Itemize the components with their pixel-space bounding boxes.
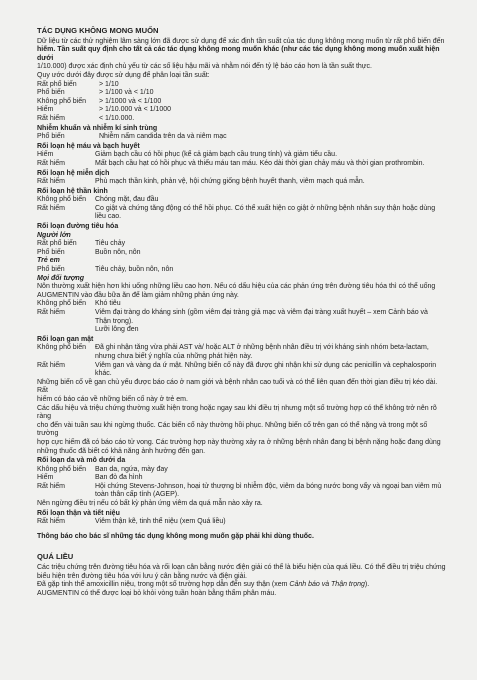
effect-frequency: Phổ biến — [37, 133, 65, 141]
body-line: biểu hiện trên đường tiêu hóa với lưu ý cân bằng nước và điện giải. — [37, 572, 247, 580]
body-line: hiếm có báo cáo về những biến cố này ở trẻ em. — [37, 395, 188, 403]
effect-row — [37, 266, 447, 275]
effect-description: Ban đỏ đa hình — [95, 474, 143, 482]
section-heading: Rối loạn hệ máu và bạch huyết — [37, 142, 140, 150]
effect-description: Khó tiêu — [95, 300, 121, 308]
freq-label: Phổ biến — [37, 89, 65, 97]
body-line: hợp cực hiếm đã có báo cáo tử vong. Các trường hợp này thường xảy ra ở những bệnh nhân đang bị bệnh nặng hoặc đang dùng — [37, 438, 441, 446]
body-line: Những biến cố về gan chủ yếu được báo cáo ở nam giới và bệnh nhân cao tuổi và có thể liên quan đến thời gian điều trị kéo dài. Rất — [37, 378, 438, 395]
effect-description: Ban da, ngứa, mày đay — [95, 465, 168, 473]
body-line: Các triệu chứng trên đường tiêu hóa và rối loạn cân bằng nước điện giải có thể là biểu hiện của quá liều. Có thể điều trị triệu chứng — [37, 564, 446, 572]
effect-description: Phù mạch thần kinh, phản vệ, hội chứng giống bệnh huyết thanh, viêm mạch quá mẫn. — [95, 178, 365, 186]
effect-row-continued — [37, 213, 447, 222]
body-line: những thuốc đã biết có khả năng ảnh hưởng đến gan. — [37, 447, 206, 455]
freq-label: Không phổ biến — [37, 97, 87, 105]
section-heading: Rối loạn hệ thần kinh — [37, 187, 108, 195]
effect-row-continued — [37, 491, 447, 500]
effect-description: Viêm đại tràng do kháng sinh (gồm viêm đại tràng giả mạc và viêm đại tràng xuất huyết – xem Cảnh báo và — [95, 309, 428, 316]
effect-frequency: Hiếm — [37, 474, 54, 482]
freq-row — [37, 81, 447, 90]
subgroup-heading: Người lớn — [37, 231, 71, 239]
section-heading: Rối loạn hệ miễn dịch — [37, 169, 110, 177]
freq-row — [37, 98, 447, 107]
intro-line: Quy ước dưới đây được sử dụng để phân loại tần suất: — [37, 71, 210, 79]
effect-row-continued — [37, 370, 447, 379]
subgroup-heading: Mọi đối tượng — [37, 274, 85, 282]
effect-row — [37, 133, 447, 142]
intro-line: Dữ liệu từ các thử nghiệm lâm sàng lớn đã được sử dụng để xác định tần suất của tác dụng không mong muốn từ rất phổ biến đến — [37, 37, 445, 45]
freq-value: > 1/10.000 và < 1/1000 — [99, 106, 172, 114]
effect-row — [37, 344, 447, 353]
effect-row-continued — [37, 318, 447, 327]
subgroup-heading: Trẻ em — [37, 257, 60, 265]
effect-description: Tiêu chảy, buồn nôn, nôn — [95, 266, 174, 274]
freq-row — [37, 89, 447, 98]
effect-frequency: Không phổ biến — [37, 196, 87, 204]
freq-label: Rất phổ biến — [37, 80, 77, 88]
effect-row — [37, 240, 447, 249]
body-text: ). — [364, 581, 370, 589]
effect-description: Giảm bạch cầu có hồi phục (kể cả giảm bạch cầu trung tính) và giảm tiểu cầu. — [95, 151, 338, 159]
effect-frequency: Không phổ biến — [37, 344, 87, 352]
section-heading: Rối loạn da và mô dưới da — [37, 457, 126, 465]
effect-description: Viêm gan và vàng da ứ mật. Những biến cố này đã được ghi nhận khi sử dụng các penicillin và cephalosporin — [95, 361, 437, 369]
effect-description: khác. — [95, 370, 112, 378]
section-heading: Nhiễm khuẩn và nhiễm kí sinh trùng — [37, 124, 158, 132]
effect-description: Đã ghi nhận tăng vừa phải AST và/ hoặc ALT ở những bệnh nhân điều trị với kháng sinh nhóm beta-lactam, — [95, 344, 429, 352]
effect-frequency: Rất hiếm — [37, 361, 66, 369]
section-heading: Rối loạn đường tiêu hóa — [37, 223, 119, 231]
notice-text: Thông báo cho bác sĩ những tác dụng không mong muốn gặp phải khi dùng thuốc. — [37, 532, 314, 540]
effect-description: Nhiễm nấm candida trên da và niêm mạc — [99, 133, 227, 141]
effect-frequency: Rất hiếm — [37, 482, 66, 490]
effect-frequency: Rất hiếm — [37, 178, 66, 186]
effect-description: toàn thân cấp tính (AGEP). — [95, 491, 180, 499]
effect-frequency: Phổ biến — [37, 266, 65, 274]
body-line: AUGMENTIN vào đầu bữa ăn để làm giảm những phản ứng này. — [37, 291, 239, 299]
effect-description: Viêm thận kẽ, tinh thể niệu (xem Quá liều) — [95, 518, 226, 526]
effect-description: Chóng mặt, đau đầu — [95, 196, 159, 204]
effect-description: Tiêu chảy — [95, 240, 126, 248]
effect-frequency: Rất phổ biến — [37, 240, 77, 248]
effect-frequency: Không phổ biến — [37, 465, 87, 473]
intro-line: 1/10.000) được xác định chủ yếu từ các số liệu hậu mãi và nhằm nói đến tỷ lệ báo cáo hơn là tần suất thực. — [37, 63, 372, 71]
section-heading: Rối loạn gan mật — [37, 335, 94, 343]
effect-frequency: Rất hiếm — [37, 309, 66, 316]
freq-value: > 1/10 — [99, 80, 119, 88]
effect-description: Buồn nôn, nôn — [95, 248, 141, 256]
effect-row — [37, 300, 447, 309]
freq-row — [37, 115, 447, 124]
effect-row — [37, 151, 447, 160]
section-title-adverse-effects: TÁC DỤNG KHÔNG MONG MUỐN — [37, 26, 159, 35]
cross-reference: Cảnh báo và Thận trọng — [289, 581, 365, 589]
freq-value: > 1/100 và < 1/10 — [99, 89, 154, 97]
effect-row — [37, 362, 447, 371]
effect-row-continued — [37, 353, 447, 362]
body-line: Nôn thường xuất hiện hơn khi uống những liều cao hơn. Nếu có dấu hiệu của các phản ứng trên đường tiêu hóa thì có thể uống — [37, 283, 436, 291]
effect-row — [37, 196, 447, 205]
body-text: Đã gặp tinh thể amoxicillin niệu, trong một số trường hợp dẫn đến suy thận (xem — [37, 581, 290, 589]
effect-description: Mất bạch cầu hạt có hồi phục và thiếu máu tan máu. Kéo dài thời gian chảy máu và thời gian prothrombin. — [95, 159, 425, 167]
effect-description: liều cao. — [95, 213, 122, 221]
effect-row — [37, 518, 447, 527]
effect-description: Co giật và chứng tăng động có thể hồi phục. Có thể xuất hiện co giật ở những bệnh nhân suy thận hoặc dùng — [95, 204, 436, 212]
intro-line: hiếm. Tần suất quy định cho tất cả các tác dụng không mong muốn khác (như các tác dụng không mong muốn xuất hiện dưới — [37, 46, 440, 62]
body-line: cho đến vài tuần sau khi ngừng thuốc. Các biến cố này thường hồi phục. Những biến cố trên gan có thể nặng và trong một số trường — [37, 421, 428, 438]
body-line: AUGMENTIN có thể được loại bỏ khỏi vòng tuần hoàn bằng thẩm phân máu. — [37, 589, 277, 597]
effect-description: Lưỡi lông đen — [95, 326, 139, 334]
effect-row — [37, 466, 447, 475]
freq-value: > 1/1000 và < 1/100 — [99, 97, 162, 105]
freq-row — [37, 106, 447, 115]
effect-frequency: Rất hiếm — [37, 204, 66, 212]
effect-frequency: Hiếm — [37, 151, 54, 159]
effect-frequency: Không phổ biến — [37, 300, 87, 308]
effect-row — [37, 309, 447, 318]
body-line: Các dấu hiệu và triệu chứng thường xuất hiện trong hoặc ngay sau khi điều trị nhưng một số trường hợp có thể không trở nên rõ ràng — [37, 404, 437, 421]
freq-label: Hiếm — [37, 106, 54, 114]
effect-frequency: Rất hiếm — [37, 159, 66, 167]
effect-row — [37, 249, 447, 258]
body-line: Nên ngừng điều trị nếu có bất kỳ phản ứng viêm da quá mẫn nào xảy ra. — [37, 500, 263, 508]
effect-description: Thận trọng). — [95, 317, 134, 325]
effect-row — [37, 178, 447, 187]
freq-value: < 1/10.000. — [99, 114, 135, 122]
effect-frequency: Phổ biến — [37, 248, 65, 256]
body-line — [37, 581, 447, 590]
effect-row — [37, 160, 447, 169]
effect-row-continued — [37, 326, 447, 335]
section-heading: Rối loạn thận và tiết niệu — [37, 509, 120, 517]
effect-frequency: Rất hiếm — [37, 518, 66, 526]
section-title-overdose: QUÁ LIỀU — [37, 552, 74, 562]
effect-description: Hội chứng Stevens-Johnson, hoại tử thượng bì nhiễm độc, viêm da bóng nước bong vẩy và ngoại ban viêm mủ — [95, 482, 442, 490]
freq-label: Rất hiếm — [37, 114, 66, 122]
effect-description: nhưng chưa biết ý nghĩa của những phát hiện này. — [95, 352, 253, 360]
effect-row — [37, 474, 447, 483]
